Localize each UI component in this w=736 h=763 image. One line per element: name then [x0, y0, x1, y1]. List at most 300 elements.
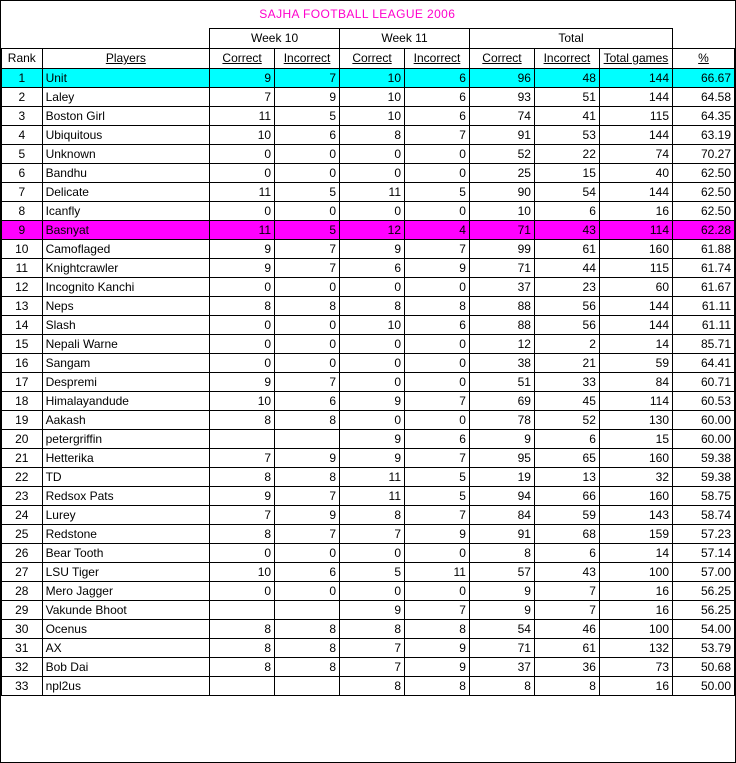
cell-player: Bob Dai — [42, 657, 210, 676]
cell-player: Boston Girl — [42, 106, 210, 125]
cell-rank: 31 — [2, 638, 43, 657]
cell-total-incorrect: 13 — [534, 467, 599, 486]
cell-total-incorrect: 68 — [534, 524, 599, 543]
cell-total-games: 73 — [599, 657, 672, 676]
table-row[interactable] — [2, 562, 735, 581]
cell-total-games: 144 — [599, 125, 672, 144]
cell-week10-correct: 11 — [210, 106, 275, 125]
cell-week10-incorrect: 7 — [275, 258, 340, 277]
cell-total-incorrect: 65 — [534, 448, 599, 467]
cell-week10-correct: 8 — [210, 524, 275, 543]
cell-percent: 50.68 — [673, 657, 735, 676]
cell-total-correct: 52 — [469, 144, 534, 163]
cell-week11-incorrect: 7 — [405, 391, 470, 410]
cell-week11-correct: 5 — [340, 562, 405, 581]
cell-week11-incorrect: 8 — [405, 676, 470, 695]
cell-total-correct: 91 — [469, 125, 534, 144]
group-blank-pct — [673, 28, 735, 48]
cell-week10-incorrect: 7 — [275, 68, 340, 87]
cell-percent: 56.25 — [673, 581, 735, 600]
table-row[interactable] — [2, 524, 735, 543]
cell-week11-correct: 0 — [340, 334, 405, 353]
cell-total-incorrect: 23 — [534, 277, 599, 296]
cell-player: Redsox Pats — [42, 486, 210, 505]
cell-percent: 61.67 — [673, 277, 735, 296]
cell-week10-correct: 8 — [210, 619, 275, 638]
cell-total-incorrect: 15 — [534, 163, 599, 182]
group-header-week10: Week 10 — [210, 28, 340, 48]
column-header-players — [42, 48, 210, 68]
cell-rank: 19 — [2, 410, 43, 429]
cell-week10-incorrect: 7 — [275, 372, 340, 391]
cell-week10-correct: 11 — [210, 220, 275, 239]
cell-week10-correct — [210, 429, 275, 448]
cell-week11-incorrect: 6 — [405, 68, 470, 87]
cell-total-correct: 8 — [469, 676, 534, 695]
cell-rank: 14 — [2, 315, 43, 334]
cell-player: Bear Tooth — [42, 543, 210, 562]
cell-rank: 21 — [2, 448, 43, 467]
cell-week11-correct: 11 — [340, 467, 405, 486]
cell-total-games: 84 — [599, 372, 672, 391]
cell-total-games: 100 — [599, 619, 672, 638]
cell-percent: 60.71 — [673, 372, 735, 391]
cell-total-games: 114 — [599, 391, 672, 410]
cell-week10-incorrect: 0 — [275, 163, 340, 182]
cell-week11-correct: 7 — [340, 638, 405, 657]
table-row[interactable] — [2, 676, 735, 695]
cell-week11-incorrect: 0 — [405, 410, 470, 429]
cell-total-incorrect: 6 — [534, 429, 599, 448]
column-header-w11-correct-label: Correct — [352, 51, 392, 65]
column-header-total-incorrect — [534, 48, 599, 68]
cell-week10-correct: 0 — [210, 334, 275, 353]
cell-week10-incorrect: 0 — [275, 315, 340, 334]
table-row[interactable] — [2, 543, 735, 562]
cell-week11-incorrect: 5 — [405, 486, 470, 505]
cell-week10-correct: 11 — [210, 182, 275, 201]
column-header-w10-incorrect — [275, 48, 340, 68]
cell-week10-incorrect: 7 — [275, 524, 340, 543]
cell-total-incorrect: 7 — [534, 600, 599, 619]
cell-total-games: 16 — [599, 581, 672, 600]
cell-total-games: 144 — [599, 315, 672, 334]
cell-percent: 59.38 — [673, 467, 735, 486]
column-header-players-label: Players — [105, 51, 146, 65]
cell-total-correct: 25 — [469, 163, 534, 182]
cell-player: Aakash — [42, 410, 210, 429]
table-row[interactable] — [2, 372, 735, 391]
cell-week11-correct: 0 — [340, 353, 405, 372]
cell-week10-incorrect: 7 — [275, 486, 340, 505]
cell-week11-correct: 10 — [340, 315, 405, 334]
cell-total-correct: 9 — [469, 600, 534, 619]
cell-week11-correct: 0 — [340, 372, 405, 391]
cell-total-correct: 84 — [469, 505, 534, 524]
table-row[interactable] — [2, 505, 735, 524]
cell-player: Despremi — [42, 372, 210, 391]
cell-week10-incorrect: 8 — [275, 638, 340, 657]
cell-total-correct: 94 — [469, 486, 534, 505]
cell-week10-incorrect: 0 — [275, 543, 340, 562]
cell-week10-incorrect: 8 — [275, 296, 340, 315]
cell-week11-correct: 10 — [340, 106, 405, 125]
cell-rank: 15 — [2, 334, 43, 353]
table-body — [2, 68, 735, 695]
cell-week10-correct: 10 — [210, 125, 275, 144]
cell-percent: 50.00 — [673, 676, 735, 695]
cell-player: Icanfly — [42, 201, 210, 220]
cell-week11-incorrect: 8 — [405, 296, 470, 315]
cell-percent: 61.74 — [673, 258, 735, 277]
cell-week10-correct — [210, 676, 275, 695]
cell-week11-correct: 12 — [340, 220, 405, 239]
cell-player: Laley — [42, 87, 210, 106]
title-spacer-left — [2, 1, 43, 28]
cell-week10-incorrect: 0 — [275, 334, 340, 353]
cell-total-games: 144 — [599, 68, 672, 87]
cell-percent: 66.67 — [673, 68, 735, 87]
cell-week10-correct: 7 — [210, 87, 275, 106]
cell-percent: 57.23 — [673, 524, 735, 543]
cell-week10-incorrect: 8 — [275, 657, 340, 676]
cell-week10-incorrect: 0 — [275, 144, 340, 163]
cell-total-games: 59 — [599, 353, 672, 372]
cell-rank: 7 — [2, 182, 43, 201]
cell-player: Nepali Warne — [42, 334, 210, 353]
cell-total-games: 115 — [599, 258, 672, 277]
cell-total-correct: 38 — [469, 353, 534, 372]
cell-total-games: 130 — [599, 410, 672, 429]
cell-percent: 56.25 — [673, 600, 735, 619]
cell-rank: 28 — [2, 581, 43, 600]
cell-player: Basnyat — [42, 220, 210, 239]
table-row[interactable] — [2, 201, 735, 220]
cell-total-correct: 12 — [469, 334, 534, 353]
cell-total-incorrect: 41 — [534, 106, 599, 125]
cell-rank: 13 — [2, 296, 43, 315]
cell-week10-incorrect — [275, 600, 340, 619]
table-row[interactable] — [2, 87, 735, 106]
cell-week10-incorrect: 0 — [275, 201, 340, 220]
cell-rank: 22 — [2, 467, 43, 486]
cell-player: npl2us — [42, 676, 210, 695]
cell-total-games: 16 — [599, 201, 672, 220]
cell-total-incorrect: 45 — [534, 391, 599, 410]
cell-player: Redstone — [42, 524, 210, 543]
cell-week10-correct: 7 — [210, 505, 275, 524]
cell-total-games: 132 — [599, 638, 672, 657]
cell-total-correct: 95 — [469, 448, 534, 467]
column-header-total-games-label: Total games — [603, 51, 669, 65]
cell-week10-correct: 8 — [210, 638, 275, 657]
cell-rank: 6 — [2, 163, 43, 182]
cell-week11-correct: 9 — [340, 448, 405, 467]
cell-week11-incorrect: 0 — [405, 201, 470, 220]
cell-week11-correct: 11 — [340, 182, 405, 201]
cell-total-correct: 88 — [469, 296, 534, 315]
cell-total-correct: 8 — [469, 543, 534, 562]
cell-player: LSU Tiger — [42, 562, 210, 581]
table-row[interactable] — [2, 448, 735, 467]
column-header-total-incorrect-label: Incorrect — [543, 51, 591, 65]
cell-week11-incorrect: 4 — [405, 220, 470, 239]
cell-total-games: 60 — [599, 277, 672, 296]
cell-total-incorrect: 43 — [534, 562, 599, 581]
cell-total-incorrect: 33 — [534, 372, 599, 391]
cell-percent: 61.11 — [673, 296, 735, 315]
cell-week11-incorrect: 0 — [405, 543, 470, 562]
table-row[interactable] — [2, 391, 735, 410]
cell-percent: 64.41 — [673, 353, 735, 372]
cell-week10-correct: 0 — [210, 201, 275, 220]
cell-week11-incorrect: 6 — [405, 429, 470, 448]
cell-week10-correct: 0 — [210, 277, 275, 296]
cell-week11-correct: 9 — [340, 391, 405, 410]
cell-week11-incorrect: 9 — [405, 258, 470, 277]
table-row[interactable] — [2, 163, 735, 182]
table-row[interactable] — [2, 657, 735, 676]
cell-total-correct: 90 — [469, 182, 534, 201]
table-row[interactable] — [2, 619, 735, 638]
cell-week10-correct: 10 — [210, 562, 275, 581]
cell-total-incorrect: 53 — [534, 125, 599, 144]
group-header-week11: Week 11 — [340, 28, 470, 48]
cell-rank: 10 — [2, 239, 43, 258]
cell-player: Unknown — [42, 144, 210, 163]
cell-player: Himalayandude — [42, 391, 210, 410]
cell-week11-incorrect: 0 — [405, 334, 470, 353]
cell-rank: 25 — [2, 524, 43, 543]
cell-week11-incorrect: 9 — [405, 524, 470, 543]
cell-total-incorrect: 59 — [534, 505, 599, 524]
cell-week10-correct: 9 — [210, 372, 275, 391]
cell-week10-incorrect: 0 — [275, 353, 340, 372]
cell-week11-incorrect: 0 — [405, 144, 470, 163]
column-header-w10-incorrect-label: Incorrect — [283, 51, 331, 65]
cell-week11-incorrect: 9 — [405, 638, 470, 657]
cell-week10-correct: 8 — [210, 467, 275, 486]
cell-week11-correct: 0 — [340, 277, 405, 296]
cell-week10-correct — [210, 600, 275, 619]
cell-rank: 8 — [2, 201, 43, 220]
cell-week11-incorrect: 7 — [405, 239, 470, 258]
cell-week11-incorrect: 0 — [405, 372, 470, 391]
cell-rank: 5 — [2, 144, 43, 163]
cell-player: AX — [42, 638, 210, 657]
cell-total-incorrect: 36 — [534, 657, 599, 676]
group-header-total: Total — [469, 28, 672, 48]
table-row[interactable] — [2, 353, 735, 372]
cell-week11-correct: 9 — [340, 239, 405, 258]
column-header-percent-label: % — [698, 51, 709, 65]
table-row[interactable] — [2, 486, 735, 505]
table-row[interactable] — [2, 429, 735, 448]
table-row[interactable] — [2, 258, 735, 277]
cell-week11-correct: 10 — [340, 68, 405, 87]
cell-rank: 11 — [2, 258, 43, 277]
cell-total-incorrect: 66 — [534, 486, 599, 505]
cell-total-correct: 57 — [469, 562, 534, 581]
cell-week10-incorrect: 9 — [275, 448, 340, 467]
cell-total-games: 144 — [599, 182, 672, 201]
table-row[interactable] — [2, 182, 735, 201]
cell-week11-correct: 9 — [340, 429, 405, 448]
cell-total-incorrect: 61 — [534, 239, 599, 258]
cell-total-incorrect: 54 — [534, 182, 599, 201]
cell-total-games: 16 — [599, 676, 672, 695]
cell-total-games: 32 — [599, 467, 672, 486]
cell-week10-incorrect: 9 — [275, 505, 340, 524]
cell-week10-incorrect: 8 — [275, 467, 340, 486]
cell-week11-incorrect: 0 — [405, 277, 470, 296]
cell-player: Incognito Kanchi — [42, 277, 210, 296]
group-blank-rank — [2, 28, 43, 48]
cell-percent: 70.27 — [673, 144, 735, 163]
table-row[interactable] — [2, 68, 735, 87]
cell-week11-correct: 7 — [340, 657, 405, 676]
cell-rank: 27 — [2, 562, 43, 581]
cell-rank: 32 — [2, 657, 43, 676]
cell-total-correct: 69 — [469, 391, 534, 410]
cell-week10-incorrect: 8 — [275, 410, 340, 429]
cell-week10-correct: 0 — [210, 543, 275, 562]
cell-week10-incorrect: 9 — [275, 87, 340, 106]
cell-rank: 29 — [2, 600, 43, 619]
cell-total-correct: 71 — [469, 220, 534, 239]
table-row[interactable] — [2, 125, 735, 144]
cell-total-correct: 93 — [469, 87, 534, 106]
cell-week11-incorrect: 8 — [405, 619, 470, 638]
cell-week10-correct: 7 — [210, 448, 275, 467]
cell-total-games: 40 — [599, 163, 672, 182]
table-row[interactable] — [2, 334, 735, 353]
table-row[interactable] — [2, 144, 735, 163]
cell-total-games: 100 — [599, 562, 672, 581]
cell-player: Ubiquitous — [42, 125, 210, 144]
cell-total-incorrect: 43 — [534, 220, 599, 239]
cell-percent: 60.00 — [673, 429, 735, 448]
cell-week11-incorrect: 9 — [405, 657, 470, 676]
cell-percent: 58.74 — [673, 505, 735, 524]
table-row[interactable] — [2, 467, 735, 486]
cell-week11-correct: 7 — [340, 524, 405, 543]
title-spacer-right — [673, 1, 735, 28]
cell-percent: 57.00 — [673, 562, 735, 581]
cell-week11-incorrect: 7 — [405, 600, 470, 619]
cell-week11-correct: 8 — [340, 296, 405, 315]
cell-week11-incorrect: 6 — [405, 106, 470, 125]
table-row[interactable] — [2, 277, 735, 296]
cell-total-incorrect: 56 — [534, 296, 599, 315]
cell-week10-correct: 8 — [210, 657, 275, 676]
cell-percent: 59.38 — [673, 448, 735, 467]
cell-week11-correct: 8 — [340, 619, 405, 638]
cell-player: Neps — [42, 296, 210, 315]
cell-percent: 62.28 — [673, 220, 735, 239]
cell-rank: 23 — [2, 486, 43, 505]
cell-week10-incorrect: 6 — [275, 562, 340, 581]
cell-total-games: 160 — [599, 486, 672, 505]
cell-total-games: 115 — [599, 106, 672, 125]
cell-total-incorrect: 52 — [534, 410, 599, 429]
cell-total-incorrect: 51 — [534, 87, 599, 106]
cell-total-incorrect: 44 — [534, 258, 599, 277]
cell-total-incorrect: 56 — [534, 315, 599, 334]
cell-player: Knightcrawler — [42, 258, 210, 277]
cell-total-incorrect: 46 — [534, 619, 599, 638]
cell-week10-correct: 10 — [210, 391, 275, 410]
column-header-row — [2, 48, 735, 68]
table-row[interactable] — [2, 600, 735, 619]
column-header-w10-correct-label: Correct — [222, 51, 262, 65]
cell-week11-incorrect: 7 — [405, 505, 470, 524]
cell-total-games: 16 — [599, 600, 672, 619]
cell-total-correct: 91 — [469, 524, 534, 543]
cell-rank: 17 — [2, 372, 43, 391]
cell-rank: 30 — [2, 619, 43, 638]
cell-player: Ocenus — [42, 619, 210, 638]
cell-player: Sangam — [42, 353, 210, 372]
column-header-percent — [673, 48, 735, 68]
cell-week11-correct: 8 — [340, 125, 405, 144]
cell-player: Mero Jagger — [42, 581, 210, 600]
group-blank-players — [42, 28, 210, 48]
cell-total-correct: 71 — [469, 638, 534, 657]
cell-total-games: 144 — [599, 87, 672, 106]
cell-total-correct: 88 — [469, 315, 534, 334]
column-header-w11-incorrect — [405, 48, 470, 68]
cell-week10-correct: 8 — [210, 296, 275, 315]
cell-rank: 2 — [2, 87, 43, 106]
cell-total-incorrect: 48 — [534, 68, 599, 87]
cell-percent: 60.00 — [673, 410, 735, 429]
cell-rank: 12 — [2, 277, 43, 296]
cell-player: Hetterika — [42, 448, 210, 467]
table-row[interactable] — [2, 239, 735, 258]
table-row[interactable] — [2, 296, 735, 315]
cell-week11-incorrect: 11 — [405, 562, 470, 581]
cell-week11-correct: 0 — [340, 144, 405, 163]
column-header-rank: Rank — [2, 48, 43, 68]
cell-player: Bandhu — [42, 163, 210, 182]
cell-week11-correct: 0 — [340, 201, 405, 220]
table-row[interactable] — [2, 638, 735, 657]
table-row[interactable] — [2, 410, 735, 429]
cell-percent: 53.79 — [673, 638, 735, 657]
table-row[interactable] — [2, 106, 735, 125]
cell-total-games: 14 — [599, 543, 672, 562]
cell-rank: 9 — [2, 220, 43, 239]
cell-rank: 1 — [2, 68, 43, 87]
cell-total-incorrect: 6 — [534, 543, 599, 562]
cell-week11-incorrect: 0 — [405, 163, 470, 182]
cell-total-incorrect: 21 — [534, 353, 599, 372]
cell-rank: 4 — [2, 125, 43, 144]
cell-week11-correct: 0 — [340, 581, 405, 600]
cell-week10-correct: 0 — [210, 581, 275, 600]
cell-week11-incorrect: 5 — [405, 467, 470, 486]
table-row[interactable] — [2, 220, 735, 239]
table-row[interactable] — [2, 581, 735, 600]
cell-week11-incorrect: 6 — [405, 315, 470, 334]
cell-player: TD — [42, 467, 210, 486]
cell-player: Vakunde Bhoot — [42, 600, 210, 619]
title-row — [2, 1, 735, 28]
table-row[interactable] — [2, 315, 735, 334]
cell-week10-incorrect: 0 — [275, 277, 340, 296]
cell-week11-incorrect: 7 — [405, 448, 470, 467]
